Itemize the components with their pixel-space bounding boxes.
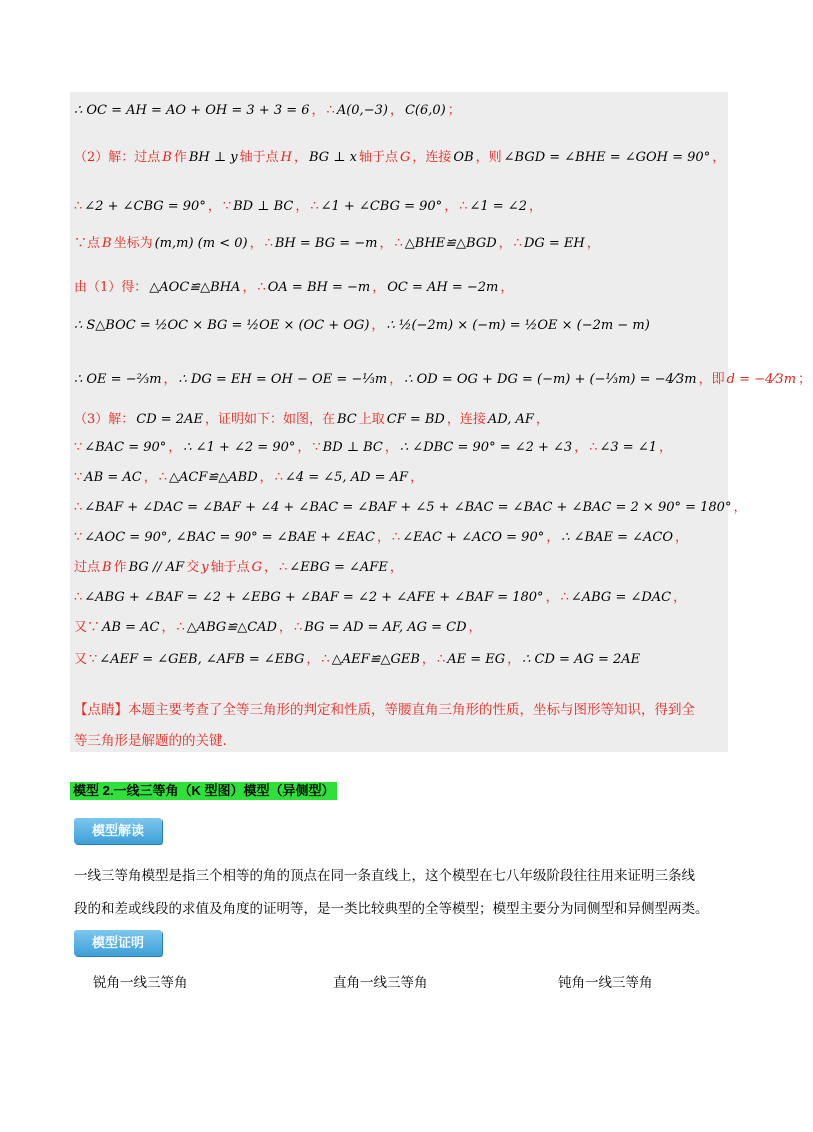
solution-text: ，	[242, 280, 256, 295]
math-expression: AB = AC	[84, 470, 142, 485]
solution-text: ；	[798, 372, 812, 387]
math-expression: CF = BD	[386, 412, 445, 427]
math-expression: ∴ ∠BAE = ∠ACO	[561, 530, 674, 545]
solution-text: ，	[384, 440, 398, 455]
math-expression: BG ⊥ x	[308, 150, 357, 165]
math-expression: ∴ S△BOC = ½OC × BG = ½OE × (OC + OG)	[74, 318, 370, 333]
solution-line	[74, 470, 425, 486]
math-expression: G	[251, 560, 262, 575]
solution-text: ，	[468, 620, 482, 635]
math-expression: ∠4 = ∠5, AD = AF	[284, 470, 409, 485]
solution-text: ，连接	[412, 150, 452, 165]
solution-text: ∴	[560, 590, 569, 605]
solution-text: ，	[673, 590, 687, 605]
solution-text: ，	[168, 440, 182, 455]
solution-text: ，	[161, 620, 175, 635]
math-expression: ∠ABG + ∠BAF = ∠2 + ∠EBG + ∠BAF = ∠2 + ∠AFE + ∠BAF = 180°	[84, 590, 544, 605]
comment-line-2: 等三角形是解题的的关键.	[74, 733, 227, 749]
solution-text: 作	[173, 150, 187, 165]
solution-text: ，	[659, 440, 673, 455]
math-expression: ∠1 + ∠CBG = 90°	[320, 199, 443, 214]
label-right: 直角一线三等角	[333, 975, 428, 991]
solution-text: （3）解：	[74, 412, 135, 427]
math-expression: ∠2 + ∠CBG = 90°	[84, 199, 206, 214]
solution-line	[74, 530, 690, 546]
math-expression: △ABG≌△CAD	[186, 620, 277, 635]
badge-model-proof: 模型证明	[74, 930, 162, 956]
solution-text: ，	[545, 590, 559, 605]
math-expression: BD ⊥ BC	[322, 440, 383, 455]
math-expression: △AOC≌△BHA	[149, 280, 241, 295]
intro-line-2: 段的和差或线段的求值及角度的证明等，是一类比较典型的全等模型；模型主要分为同侧型和异侧型两类。	[74, 901, 709, 917]
solution-text: ∴	[74, 590, 83, 605]
solution-line	[74, 150, 727, 166]
solution-text: ，即	[698, 372, 725, 387]
solution-text: ，	[675, 530, 689, 545]
solution-text: ∴	[321, 652, 330, 667]
solution-text: ，	[278, 620, 292, 635]
solution-text: 坐标为	[113, 236, 153, 251]
math-expression: OA = BH = −m	[267, 280, 371, 295]
solution-text: ，	[389, 560, 403, 575]
math-expression: AD, AF	[487, 412, 534, 427]
math-expression: ∴ CD = AG = 2AE	[522, 652, 641, 667]
math-expression: OB	[453, 150, 474, 165]
solution-text: ∴	[74, 500, 83, 515]
solution-text: 又∵	[74, 620, 101, 635]
solution-line	[74, 652, 642, 668]
solution-text: （2）解：过点	[74, 150, 161, 165]
solution-text: ，	[264, 560, 278, 575]
solution-text: ∴	[176, 620, 185, 635]
solution-text: ∵	[89, 652, 98, 667]
math-expression: △BHE≌△BGD	[404, 236, 497, 251]
solution-line	[74, 280, 515, 296]
solution-text: ∴	[158, 470, 168, 485]
solution-text: ∵	[74, 530, 83, 545]
solution-text: ，	[372, 280, 386, 295]
math-expression: H	[280, 150, 292, 165]
math-expression: ∴ OD = OG + DG = (−m) + (−⅓m) = −4⁄3m	[404, 372, 697, 387]
solution-text: ，	[163, 372, 177, 387]
math-expression: DG = EH	[523, 236, 585, 251]
solution-text: ∴	[394, 236, 403, 251]
math-expression: ∠ABG = ∠DAC	[570, 590, 672, 605]
solution-text: 过点	[74, 560, 101, 575]
solution-text: 轴于点	[358, 150, 398, 165]
solution-text: 作	[113, 560, 127, 575]
solution-text: ，	[311, 103, 325, 118]
solution-text: ∴	[310, 199, 319, 214]
solution-text: ，	[574, 440, 588, 455]
math-expression: ∠EAC + ∠ACO = 90°	[402, 530, 545, 545]
math-expression: ∠BAF + ∠DAC = ∠BAF + ∠4 + ∠BAC = ∠BAF + ∠5 + ∠BAC = ∠BAC + ∠BAC = 2 × 90° = 180°	[84, 500, 732, 515]
solution-text: ，	[389, 103, 403, 118]
solution-line	[74, 318, 652, 334]
math-expression: ∴ OE = −⅔m	[74, 372, 162, 387]
solution-text: ，	[207, 199, 221, 214]
solution-text: ，	[535, 412, 549, 427]
solution-line	[74, 103, 463, 119]
solution-text: ∴	[264, 236, 273, 251]
solution-text: ，	[546, 530, 560, 545]
solution-text: ，	[421, 652, 435, 667]
math-expression: AE = EG	[447, 652, 506, 667]
math-expression: B	[102, 560, 112, 575]
solution-line	[74, 199, 544, 215]
intro-paragraph	[74, 860, 730, 926]
solution-text: ∵	[74, 440, 83, 455]
math-expression: d = −4⁄3m	[726, 372, 797, 387]
solution-text: ∴	[279, 560, 288, 575]
math-expression: ∠BAC = 90°	[84, 440, 167, 455]
math-expression: CD = 2AE	[136, 412, 203, 427]
solution-text: ∴	[459, 199, 468, 214]
solution-text: ，	[444, 199, 458, 214]
math-expression: BD ⊥ BC	[233, 199, 294, 214]
solution-text: ，	[259, 470, 273, 485]
solution-text: ，	[500, 280, 514, 295]
math-expression: AB = AC	[102, 620, 160, 635]
solution-text: ，	[528, 199, 542, 214]
solution-text: ，则	[475, 150, 502, 165]
badge-model-read: 模型解读	[74, 818, 162, 844]
solution-text: 轴于点	[239, 150, 279, 165]
solution-text: ∵	[312, 440, 321, 455]
solution-text: 上取	[358, 412, 385, 427]
math-expression: ∠AOC = 90°, ∠BAC = 90° = ∠BAE + ∠EAC	[84, 530, 375, 545]
solution-text: ，	[293, 150, 307, 165]
math-expression: BC	[336, 412, 357, 427]
math-expression: ∠AEF = ∠GEB, ∠AFB = ∠EBG	[99, 652, 305, 667]
solution-text: ，	[249, 236, 263, 251]
solution-text: ，	[297, 440, 311, 455]
solution-text: ，	[507, 652, 521, 667]
solution-text: ∴	[391, 530, 401, 545]
math-expression: ∴ OC = AH = AO + OH = 3 + 3 = 6	[74, 103, 310, 118]
math-expression: OC = AH = −2m	[387, 280, 499, 295]
solution-text: ∴	[513, 236, 522, 251]
solution-text: ，	[306, 652, 320, 667]
solution-text: ，	[371, 318, 385, 333]
math-expression: B	[162, 150, 172, 165]
math-expression: BG = AD = AF, AG = CD	[304, 620, 467, 635]
solution-text: ∴	[74, 199, 83, 214]
solution-text: ∴	[257, 280, 266, 295]
math-expression: BG // AF	[128, 560, 185, 575]
solution-text: ∴	[589, 440, 598, 455]
solution-text: ，连接	[446, 412, 486, 427]
solution-line	[74, 620, 484, 636]
solution-text: ，	[143, 470, 157, 485]
math-expression: BH ⊥ y	[188, 150, 238, 165]
math-expression: ∠EBG = ∠AFE	[289, 560, 388, 575]
solution-line	[74, 500, 748, 516]
math-expression: ∴ ½(−2m) × (−m) = ½OE × (−2m − m)	[386, 318, 650, 333]
solution-text: ，	[733, 500, 747, 515]
solution-text: ∴	[293, 620, 303, 635]
solution-text: ∴	[436, 652, 446, 667]
solution-text: 交	[186, 560, 200, 575]
solution-text: ；	[447, 103, 461, 118]
solution-line	[74, 412, 551, 428]
solution-line	[74, 372, 813, 388]
solution-text: ∵点	[74, 236, 101, 251]
math-expression: B	[102, 236, 112, 251]
intro-line-1: 一线三等角模型是指三个相等的角的顶点在同一条直线上，这个模型在七八年级阶段往往用来证明三条线	[74, 868, 695, 884]
math-expression: G	[400, 150, 411, 165]
solution-line	[74, 440, 674, 456]
label-obtuse: 钝角一线三等角	[558, 975, 653, 991]
solution-text: ，	[389, 372, 403, 387]
math-expression: A(0,−3)	[336, 103, 388, 118]
solution-text: ∵	[222, 199, 232, 214]
solution-text: ，	[295, 199, 309, 214]
math-expression: y	[201, 560, 209, 575]
solution-line	[74, 560, 405, 576]
section-title: 模型 2.一线三等角（K 型图）模型（异侧型）	[70, 782, 337, 800]
solution-text: ，证明如下：如图，在	[204, 412, 335, 427]
solution-text: 又	[74, 652, 88, 667]
math-expression: ∠3 = ∠1	[599, 440, 657, 455]
math-expression: △AEF≌△GEB	[331, 652, 420, 667]
solution-line	[74, 590, 688, 606]
math-expression: C(6,0)	[404, 103, 446, 118]
solution-text: ，	[376, 530, 390, 545]
math-expression: (m,m) (m < 0)	[154, 236, 248, 251]
solution-text: ，	[410, 470, 424, 485]
solution-text: ∴	[326, 103, 335, 118]
solution-text: ∵	[74, 470, 83, 485]
solution-text: ，	[586, 236, 600, 251]
math-expression: ∴ ∠1 + ∠2 = 90°	[183, 440, 296, 455]
solution-text: ，	[379, 236, 393, 251]
math-expression: ∴ ∠DBC = 90° = ∠2 + ∠3	[399, 440, 573, 455]
math-expression: △ACF≌△ABD	[169, 470, 258, 485]
math-expression: ∴ DG = EH = OH − OE = −⅓m	[178, 372, 388, 387]
math-expression: BH = BG = −m	[274, 236, 378, 251]
solution-text: 轴于点	[210, 560, 250, 575]
label-acute: 锐角一线三等角	[93, 975, 188, 991]
solution-text: ，	[498, 236, 512, 251]
solution-text: ∴	[274, 470, 283, 485]
solution-text: 由（1）得：	[74, 280, 148, 295]
solution-line	[74, 236, 602, 252]
math-expression: ∠1 = ∠2	[469, 199, 527, 214]
math-expression: ∠BGD = ∠BHE = ∠GOH = 90°	[503, 150, 711, 165]
solution-text: ，	[712, 150, 726, 165]
comment-line-1: 【点睛】本题主要考查了全等三角形的判定和性质，等腰直角三角形的性质，坐标与图形等知识，得到全	[74, 702, 695, 718]
